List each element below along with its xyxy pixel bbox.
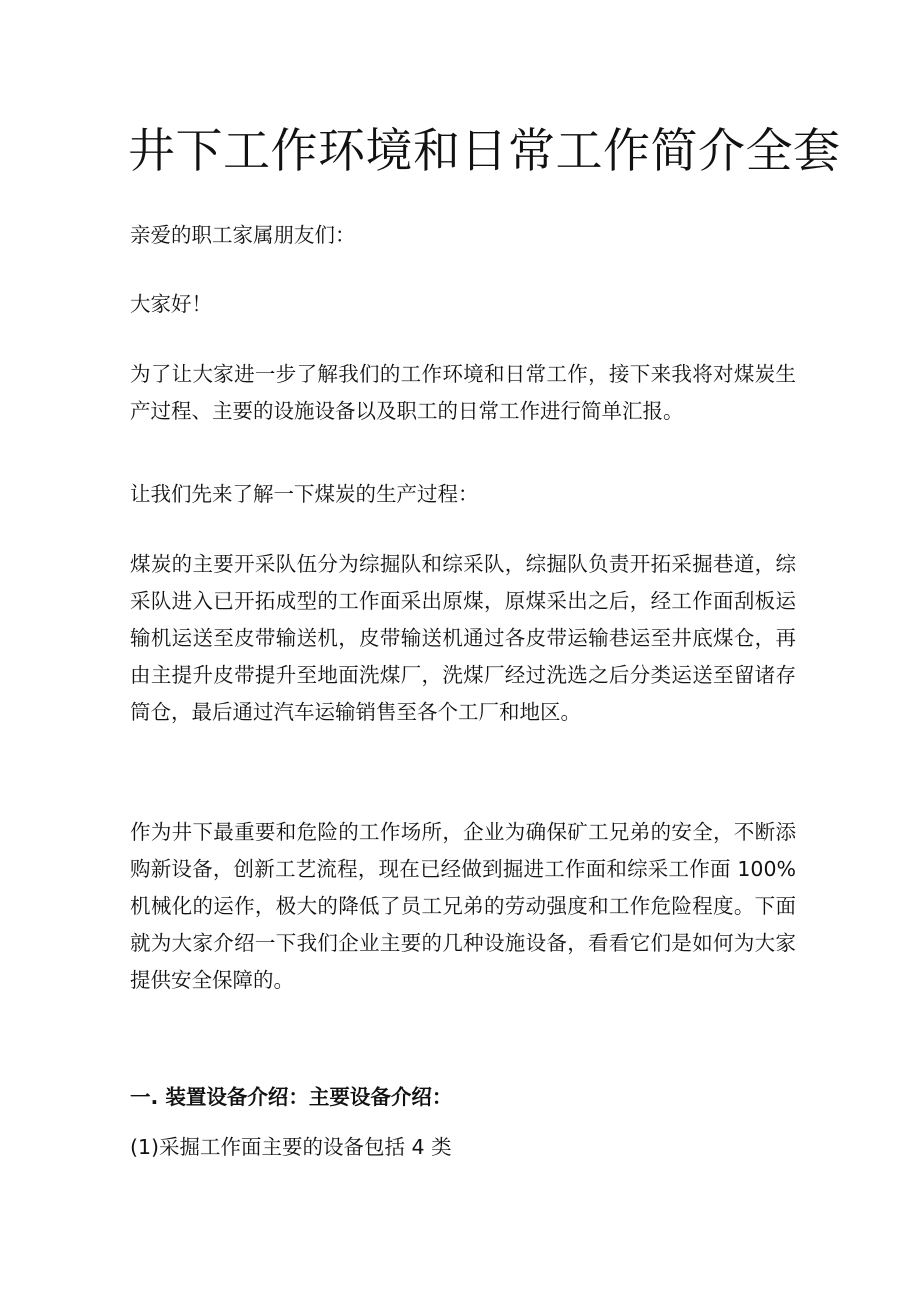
safety-paragraph: 作为井下最重要和危险的工作场所，企业为确保矿工兄弟的安全，不断添购新设备，创新工艺流程，现在已经做到掘进工作面和综采工作面 100%机械化的运作，极大的降低了员工兄弟的劳动强度和工作危险程度。下面就为大家介绍一下我们企业主要的几种设施设备，看看它们是如何为大家提供安全保障的。 (130, 820, 796, 992)
process-detail-paragraph: 煤炭的主要开采队伍分为综掘队和综采队，综掘队负责开拓采掘巷道，综采队进入已开拓成型的工作面采出原煤，原煤采出之后，经工作面刮板运输机运送至皮带输送机，皮带输送机通过各皮带运输巷运至井底煤仓，再由主提升皮带提升至地面洗煤厂，洗煤厂经过洗选之后分类运送至留诸存筒仓，最后通过汽车运输销售至各个工厂和地区。 (130, 552, 796, 724)
hello-paragraph: 大家好！ (130, 292, 212, 316)
intro-paragraph: 为了让大家进一步了解我们的工作环境和日常工作，接下来我将对煤炭生产过程、主要的设施设备以及职工的日常工作进行简单汇报。 (130, 362, 796, 423)
sub-item-paragraph: (1)采掘工作面主要的设备包括 4 类 (130, 1135, 452, 1159)
section-heading: 一. 装置设备介绍：主要设备介绍： (130, 1085, 453, 1109)
document-title: 井下工作环境和日常工作简介全套 (128, 124, 841, 179)
process-lead-paragraph: 让我们先来了解一下煤炭的生产过程： (130, 482, 479, 506)
greeting-paragraph: 亲爱的职工家属朋友们： (130, 223, 356, 247)
